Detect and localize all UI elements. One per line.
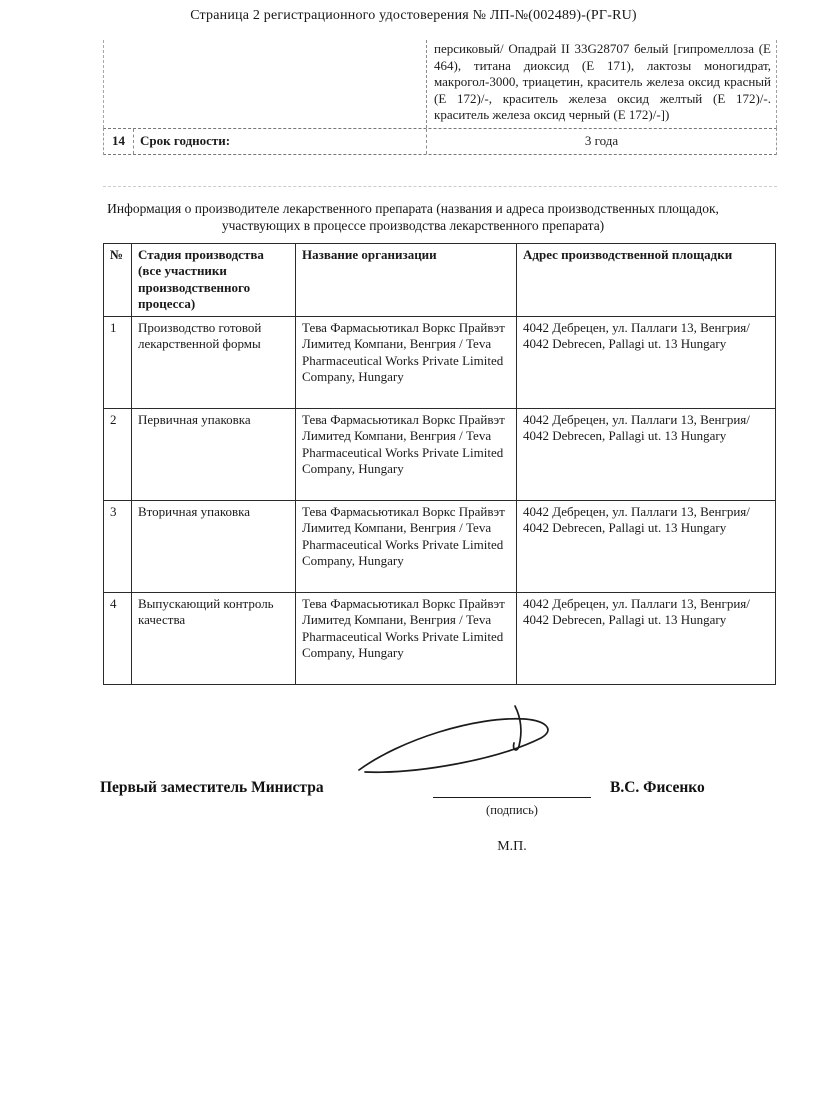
shelf-life-label: Срок годности: — [140, 132, 231, 148]
signer-title: Первый заместитель Министра — [100, 779, 324, 796]
composition-text: персиковый/ Опадрай II 33G28707 белый [гипромеллоза (Е 464), титана диоксид (Е 171), лактозы моногидрат, макрогол-3000, триацетин, краситель железа оксид красный (Е 172)/-, краситель железа оксид желтый (Е 172)/-. краситель железа оксид черный (Е 172)/-]) — [426, 40, 777, 128]
stage-cell: Первичная упаковка — [132, 409, 296, 501]
organization-cell: Тева Фармасьютикал Воркс Прайвэт Лимитед Компани, Венгрия / Teva Pharmaceutical Works Private Limited Company, Hungary — [296, 593, 517, 685]
signature-flourish-icon — [345, 700, 575, 788]
address-cell: 4042 Дебрецен, ул. Паллаги 13, Венгрия/ 4042 Debrecen, Pallagi ut. 13 Hungary — [517, 317, 776, 409]
continuation-table — [103, 40, 777, 155]
composition-empty-cell — [103, 40, 426, 128]
signer-name: В.С. Фисенко — [610, 779, 705, 796]
signature-line — [433, 797, 591, 798]
organization-cell: Тева Фармасьютикал Воркс Прайвэт Лимитед Компани, Венгрия / Teva Pharmaceutical Works Private Limited Company, Hungary — [296, 317, 517, 409]
table-row — [104, 593, 776, 685]
table-row — [104, 317, 776, 409]
signature-caption: (подпись) — [486, 803, 538, 817]
shelf-life-row — [103, 128, 777, 155]
stage-cell: Производство готовой лекарственной формы — [132, 317, 296, 409]
address-cell: 4042 Дебрецен, ул. Паллаги 13, Венгрия/ 4042 Debrecen, Pallagi ut. 13 Hungary — [517, 501, 776, 593]
col-header-organization: Название организации — [296, 244, 517, 317]
address-cell: 4042 Дебрецен, ул. Паллаги 13, Венгрия/ 4042 Debrecen, Pallagi ut. 13 Hungary — [517, 409, 776, 501]
col-header-num: № — [104, 244, 132, 317]
stage-cell: Вторичная упаковка — [132, 501, 296, 593]
page-header: Страница 2 регистрационного удостоверения № ЛП-№(002489)-(РГ-RU) — [190, 8, 637, 23]
seal-mark: М.П. — [497, 839, 527, 854]
table-row — [104, 501, 776, 593]
table-header-row — [104, 244, 776, 317]
manufacturer-table — [103, 243, 776, 685]
col-header-stage: Стадия производства (все участники производственного процесса) — [132, 244, 296, 317]
table-row — [104, 409, 776, 501]
address-cell: 4042 Дебрецен, ул. Паллаги 13, Венгрия/ 4042 Debrecen, Pallagi ut. 13 Hungary — [517, 593, 776, 685]
shelf-life-value: 3 года — [426, 129, 776, 154]
scan-artifact-line — [103, 186, 777, 187]
composition-row — [103, 40, 777, 128]
row-number: 2 — [104, 409, 132, 501]
organization-cell: Тева Фармасьютикал Воркс Прайвэт Лимитед Компани, Венгрия / Teva Pharmaceutical Works Private Limited Company, Hungary — [296, 409, 517, 501]
organization-cell: Тева Фармасьютикал Воркс Прайвэт Лимитед Компани, Венгрия / Teva Pharmaceutical Works Private Limited Company, Hungary — [296, 501, 517, 593]
row-number: 3 — [104, 501, 132, 593]
manufacturer-intro: Информация о производителе лекарственного препарата (названия и адреса производственных площадок, участвующих в процессе производства лекарственного препарата) — [107, 201, 719, 233]
row-number: 1 — [104, 317, 132, 409]
row-number: 14 — [104, 129, 134, 154]
stage-cell: Выпускающий контроль качества — [132, 593, 296, 685]
row-number: 4 — [104, 593, 132, 685]
col-header-address: Адрес производственной площадки — [517, 244, 776, 317]
